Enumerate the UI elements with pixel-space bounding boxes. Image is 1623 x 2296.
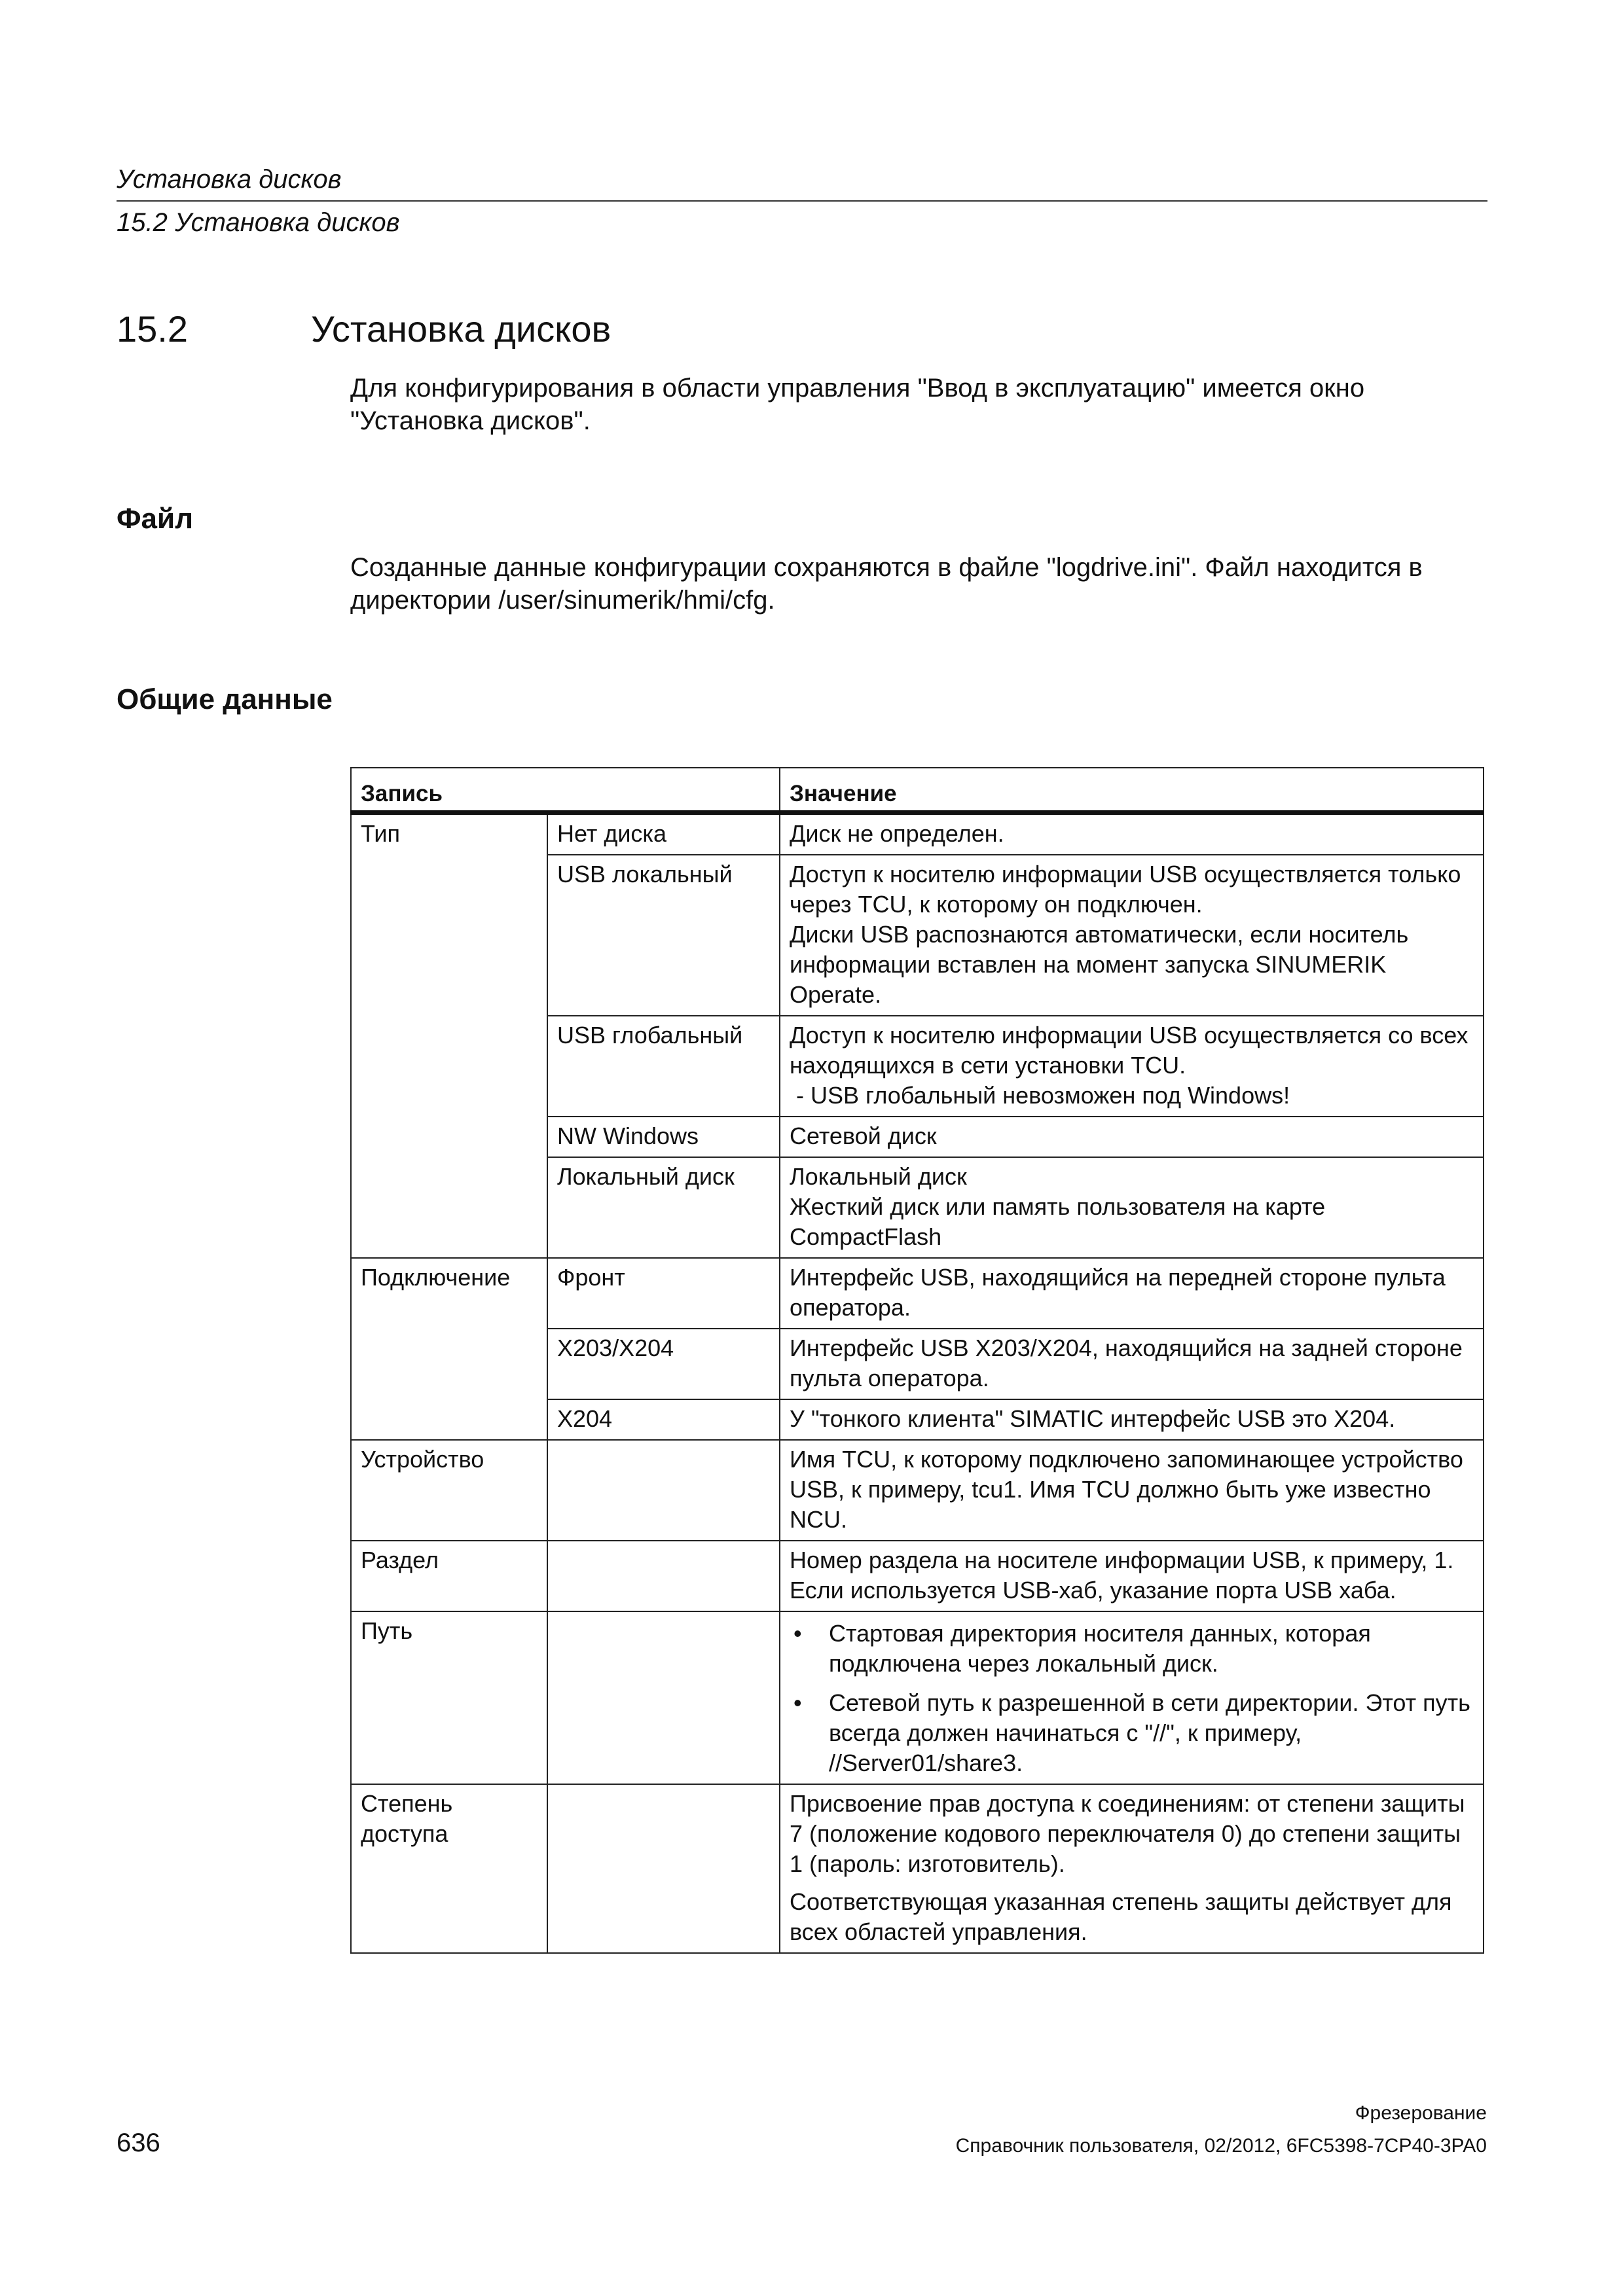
value-cell: [780, 1611, 1484, 1784]
footer-reference: Справочник пользователя, 02/2012, 6FC5398-7CP40-3PA0: [955, 2135, 1487, 2157]
footer-book-title: Фрезерование: [1355, 2102, 1487, 2124]
value-line: Сетевой диск: [790, 1122, 937, 1149]
value-cell: [780, 1541, 1484, 1611]
path-bullet-list: [790, 1619, 1474, 1778]
header-entry: Запись: [351, 768, 780, 813]
table-row: [351, 1258, 1484, 1329]
value-line: Интерфейс USB, находящийся на передней стороне пульта оператора.: [790, 1264, 1446, 1321]
option-cell: Фронт: [547, 1258, 780, 1329]
entry-partition: Раздел: [351, 1541, 547, 1611]
value-cell: Имя TCU, к которому подключено запоминающее устройство USB, к примеру, tcu1. Имя TCU должно быть уже известно NCU.: [780, 1440, 1484, 1541]
option-cell-empty: [547, 1784, 780, 1953]
header-rule: [117, 200, 1487, 202]
entry-label-line: Степень: [361, 1790, 453, 1817]
value-cell: [780, 1329, 1484, 1399]
option-cell: Нет диска: [547, 813, 780, 855]
value-line: Диск не определен.: [790, 820, 1004, 847]
value-line: У "тонкого клиента" SIMATIC интерфейс USB это X204.: [790, 1405, 1396, 1432]
file-paragraph: Созданные данные конфигурации сохраняются в файле "logdrive.ini". Файл находится в директории /user/sinumerik/hmi/cfg.: [350, 553, 1423, 615]
value-line: Номер раздела на носителе информации USB, к примеру, 1.: [790, 1547, 1454, 1573]
value-line: Присвоение прав доступа к соединениям: от степени защиты 7 (положение кодового переключателя 0) до степени защиты 1 (пароль: изготовитель).: [790, 1790, 1465, 1877]
bullet-text: Стартовая директория носителя данных, которая подключена через локальный диск.: [829, 1620, 1371, 1677]
value-cell: [780, 1016, 1484, 1117]
entry-type: Тип: [351, 813, 547, 1259]
value-cell: [780, 1399, 1484, 1440]
option-cell: USB локальный: [547, 855, 780, 1016]
value-line: - USB глобальный невозможен под Windows!: [790, 1082, 1290, 1109]
file-heading: Файл: [117, 503, 194, 535]
running-header-section: 15.2 Установка дисков: [117, 208, 400, 237]
value-line: Доступ к носителю информации USB осуществляется только через TCU, к которому он подключен.: [790, 861, 1461, 918]
option-cell: Локальный диск: [547, 1157, 780, 1258]
bullet-text: Сетевой путь к разрешенной в сети директории. Этот путь всегда должен начинаться с "//", к примеру, //Server01/share3.: [829, 1689, 1470, 1776]
option-cell: X204: [547, 1399, 780, 1440]
page-number: 636: [117, 2128, 160, 2157]
table-row: [351, 813, 1484, 855]
value-cell: [780, 1258, 1484, 1329]
option-cell: NW Windows: [547, 1117, 780, 1157]
option-cell: USB глобальный: [547, 1016, 780, 1117]
option-cell-empty: [547, 1440, 780, 1541]
table-row: [351, 1440, 1484, 1541]
value-line: Локальный диск: [790, 1163, 967, 1190]
bullet-icon: •: [793, 1689, 802, 1716]
value-line: Интерфейс USB X203/X204, находящийся на задней стороне пульта оператора.: [790, 1335, 1463, 1391]
value-line: Доступ к носителю информации USB осуществляется со всех находящихся в сети установки TCU.: [790, 1022, 1468, 1079]
value-cell: [780, 1784, 1484, 1953]
section-number: 15.2: [117, 308, 188, 350]
value-cell: [780, 1117, 1484, 1157]
general-data-table: [350, 767, 1484, 1954]
table-header-row: [351, 768, 1484, 813]
table-row: [351, 1784, 1484, 1953]
option-cell: X203/X204: [547, 1329, 780, 1399]
entry-label-line: доступа: [361, 1820, 448, 1847]
option-cell-empty: [547, 1611, 780, 1784]
entry-path: Путь: [351, 1611, 547, 1784]
entry-connection: Подключение: [351, 1258, 547, 1440]
value-line: Соответствующая указанная степень защиты действует для всех областей управления.: [790, 1888, 1452, 1945]
section-title: Установка дисков: [311, 308, 611, 350]
value-cell: [780, 813, 1484, 855]
value-cell: [780, 855, 1484, 1016]
option-cell-empty: [547, 1541, 780, 1611]
general-data-heading: Общие данные: [117, 683, 333, 715]
table-row: [351, 1541, 1484, 1611]
value-line: Если используется USB-хаб, указание порта USB хаба.: [790, 1577, 1396, 1604]
bullet-icon: •: [793, 1620, 802, 1647]
list-item: [790, 1688, 1474, 1778]
entry-access-level: [351, 1784, 547, 1953]
entry-device: Устройство: [351, 1440, 547, 1541]
intro-paragraph: Для конфигурирования в области управления "Ввод в эксплуатацию" имеется окно "Установка дисков".: [350, 374, 1365, 435]
table-row: [351, 1611, 1484, 1784]
list-item: [790, 1619, 1474, 1679]
value-line: Жесткий диск или память пользователя на карте CompactFlash: [790, 1193, 1326, 1250]
value-line: Диски USB распознаются автоматически, если носитель информации вставлен на момент запуска SINUMERIK Operate.: [790, 921, 1409, 1008]
value-cell: [780, 1157, 1484, 1258]
running-header-chapter: Установка дисков: [117, 165, 342, 194]
header-value: Значение: [780, 768, 1484, 813]
